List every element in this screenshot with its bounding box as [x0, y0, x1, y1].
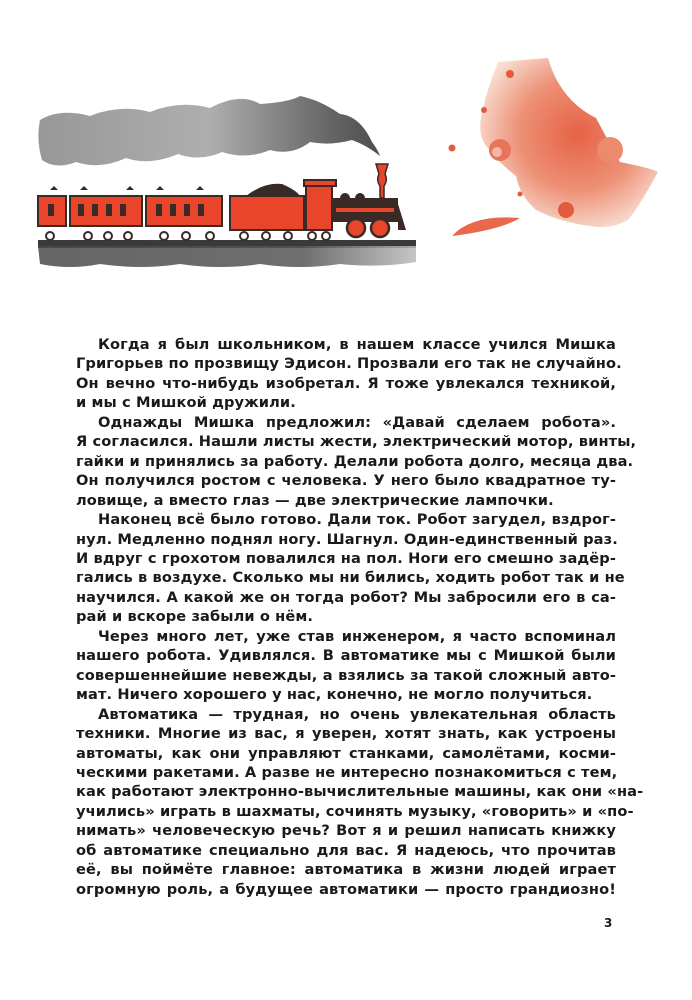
text-line: рай и вскоре забыли о нём. — [76, 608, 314, 626]
text-line: нимать» человеческую речь? Вот я и решил написать книжку — [76, 822, 616, 840]
paragraph-1 — [76, 335, 622, 413]
text-line: Он вечно что-нибудь изобретал. Я тоже увлекался техникой, — [76, 374, 616, 392]
text-line: И вдруг с грохотом повалился на пол. Ноги его смешно задёр- — [76, 549, 616, 567]
text-line: научился. А какой же он тогда робот? Мы забросили его в са- — [76, 588, 616, 606]
text-line: гайки и принялись за работу. Делали робота долго, месяца два. — [76, 452, 634, 470]
text-line: Григорьев по прозвищу Эдисон. Прозвали его так не случайно. — [76, 355, 622, 373]
text-line: об автоматике специально для вас. Я надеюсь, что прочитав — [76, 841, 616, 859]
paragraph-3 — [76, 510, 625, 627]
steam-train — [38, 164, 406, 240]
text-line: гались в воздухе. Сколько мы ни бились, ходить робот так и не — [76, 569, 625, 587]
text-line: учились» играть в шахматы, сочинять музыку, «говорить» и «по- — [76, 802, 634, 820]
train-and-planet-illustration — [0, 0, 692, 300]
paragraph-2 — [76, 413, 637, 510]
page-number: 3 — [604, 916, 613, 930]
text-line: нул. Медленно поднял ногу. Шагнул. Один-единственный раз. — [76, 530, 618, 548]
text-line: её, вы поймёте главное: автоматика в жизни людей играет — [76, 861, 616, 879]
text-line: автоматы, как они управляют станками, самолётами, косми- — [76, 744, 616, 762]
text-line: ловище, а вместо глаз — две электрические лампочки. — [76, 491, 554, 509]
smoke-plume — [38, 96, 380, 166]
text-line: и мы с Мишкой дружили. — [76, 394, 296, 412]
text-line: Он получился ростом с человека. У него было квадратное ту- — [76, 472, 616, 490]
body-text — [76, 335, 644, 899]
text-line: ческими ракетами. А разве не интересно познакомиться с тем, — [76, 763, 618, 781]
text-line: совершеннейшие невежды, а взялись за такой сложный авто- — [76, 666, 616, 684]
text-line: мат. Ничего хорошего у нас, конечно, не могло получиться. — [76, 686, 593, 704]
text-line: огромную роль, а будущее автоматики — просто грандиозно! — [76, 880, 616, 898]
ground-shadow — [38, 246, 416, 267]
text-line: Когда я был школьником, в нашем классе учился Мишка — [98, 336, 616, 353]
text-line: Я согласился. Нашли листы жести, электрический мотор, винты, — [76, 433, 637, 451]
text-line: как работают электронно-вычислительные машины, как они «на- — [76, 783, 644, 801]
text-line: Однажды Мишка предложил: «Давай сделаем робота». — [98, 413, 616, 431]
paragraph-5 — [76, 705, 644, 900]
text-line: Автоматика — трудная, но очень увлекательная область — [98, 705, 616, 723]
text-line: Наконец всё было готово. Дали ток. Робот загудел, вздрог- — [98, 511, 616, 529]
header-illustration — [0, 0, 692, 300]
text-line: Через много лет, уже став инженером, я часто вспоминал — [98, 627, 616, 645]
text-line: техники. Многие из вас, я уверен, хотят знать, как устроены — [76, 725, 616, 743]
paragraph-4 — [76, 627, 616, 705]
text-line: нашего робота. Удивлялся. В автоматике мы с Мишкой были — [76, 647, 616, 665]
planet-shape — [449, 58, 659, 236]
